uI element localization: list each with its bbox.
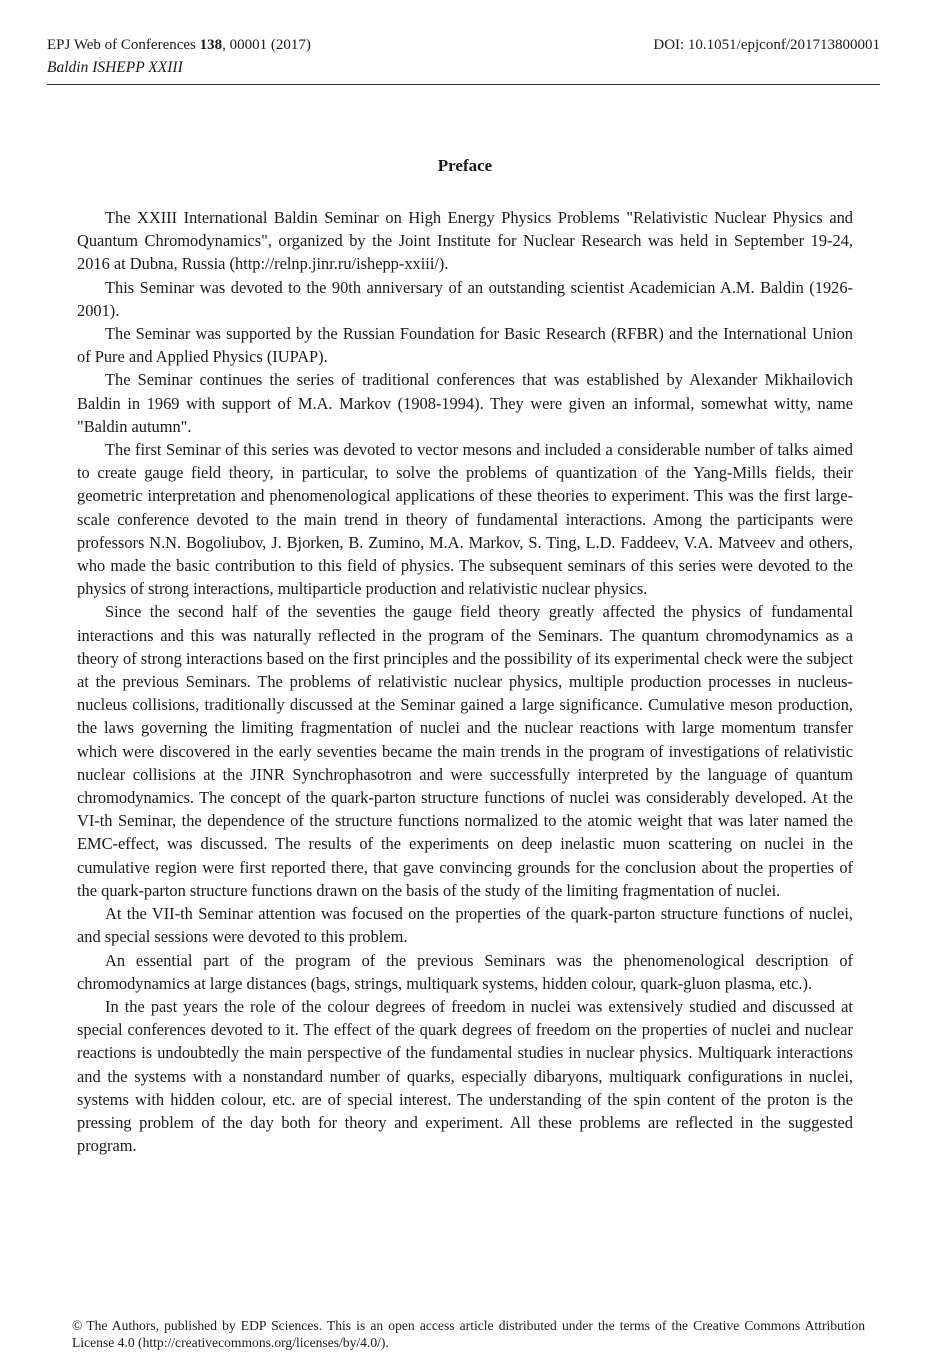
header-top-line: [47, 35, 880, 55]
paragraph: The first Seminar of this series was devoted to vector mesons and included a considerable number of talks aimed to create gauge field theory, in particular, to solve the problems of quantization of the Yang-Mills fields, their geometric interpretation and phenomenological applications of these theories to experiment. This was the first large-scale conference devoted to the main trend in theory of fundamental interactions. Among the participants were professors N.N. Bogoliubov, J. Bjorken, B. Zumino, M.A. Markov, S. Ting, L.D. Faddeev, V.A. Matveev and others, who made the basic contribution to this field of physics. The subsequent seminars of this series were devoted to the physics of strong interactions, multiparticle production and relativistic nuclear physics.: [77, 440, 853, 599]
license-footer: [72, 1317, 865, 1351]
paragraph: An essential part of the program of the previous Seminars was the phenomenological description of chromodynamics at large distances (bags, strings, multiquark systems, hidden colour, quark-gluon plasma, etc.).: [77, 950, 853, 993]
paragraph: At the VII-th Seminar attention was focused on the properties of the quark-parton structure functions of nuclei, and special sessions were devoted to this problem.: [77, 904, 853, 947]
paragraph: This Seminar was devoted to the 90th anniversary of an outstanding scientist Academician A.M. Baldin (1926-2001).: [77, 277, 853, 320]
paragraph: In the past years the role of the colour degrees of freedom in nuclei was extensively studied and discussed at special conferences devoted to it. The effect of the quark degrees of freedom on the properties of nuclei and nuclear reactions is undoubtedly the main perspective of the fundamental studies in nuclear physics. Multiquark interactions and the systems with a nonstandard number of quarks, especially dibaryons, multiquark configurations in nuclei, systems with hidden colour, etc. are of special interest. The understanding of the spin content of the proton is the pressing problem of the day both for theory and experiment. All these problems are reflected in the suggested program.: [77, 996, 853, 1156]
paragraph: The Seminar continues the series of traditional conferences that was established by Alexander Mikhailovich Baldin in 1969 with support of M.A. Markov (1908-1994). They were given an informal, somewhat witty, name "Baldin autumn".: [77, 370, 853, 436]
license-text: The Authors, published by EDP Sciences. This is an open access article distributed under the terms of the Creative Commons Attribution License 4.0 (http://creativecommons.org/licenses/by/4.0/).: [72, 1318, 865, 1350]
paragraph: The XXIII International Baldin Seminar on High Energy Physics Problems "Relativistic Nuclear Physics and Quantum Chromodynamics", organized by the Joint Institute for Nuclear Research was held in September 19-24, 2016 at Dubna, Russia (http://relnp.jinr.ru/ishepp-xxiii/).: [77, 208, 853, 274]
article-info: , 00001 (2017): [222, 37, 311, 53]
conference-name: Baldin ISHEPP XXIII: [47, 59, 183, 76]
copyright-icon: ©: [72, 1318, 83, 1333]
section-title: Preface: [437, 156, 493, 175]
page-header: [47, 35, 880, 85]
paragraph: Since the second half of the seventies the gauge field theory greatly affected the physics of fundamental interactions and this was naturally reflected in the program of the Seminars. The quantum chromodynamics as a theory of strong interactions based on the first principles and the possibility of its experimental check were the subject at the previous Seminars. The problems of relativistic nuclear physics, multiple production processes in nucleus-nucleus collisions, traditionally discussed at the Seminar gained a large significance. Cumulative meson production, the laws governing the limiting fragmentation of nuclei and the nuclear reactions with large momentum transfer which were discovered in the early seventies became the main trends in the program of investigations of relativistic nuclear collisions at the JINR Synchrophasotron and were successfully interpreted by the language of quantum chromodynamics. The concept of the quark-parton structure functions of nuclei was considerably developed. At the VI-th Seminar, the dependence of the structure functions normalized to the atomic weight that was later named the EMC-effect, was discussed. The results of the experiments on deep inelastic muon scattering on nuclei in the cumulative region were first reported there, that gave convincing grounds for the conclusion about the properties of the quark-parton structure functions drawn on the basis of the study of the limiting fragmentation of nuclei.: [77, 602, 853, 900]
doi: DOI: 10.1051/epjconf/201713800001: [653, 37, 880, 53]
paragraph: The Seminar was supported by the Russian Foundation for Basic Research (RFBR) and the International Union of Pure and Applied Physics (IUPAP).: [77, 324, 853, 367]
header-rule: [47, 84, 880, 85]
journal-volume: 138: [199, 37, 223, 53]
journal-name: EPJ Web of Conferences: [47, 37, 200, 53]
journal-citation: [47, 35, 311, 55]
preface-body: [77, 206, 853, 1157]
